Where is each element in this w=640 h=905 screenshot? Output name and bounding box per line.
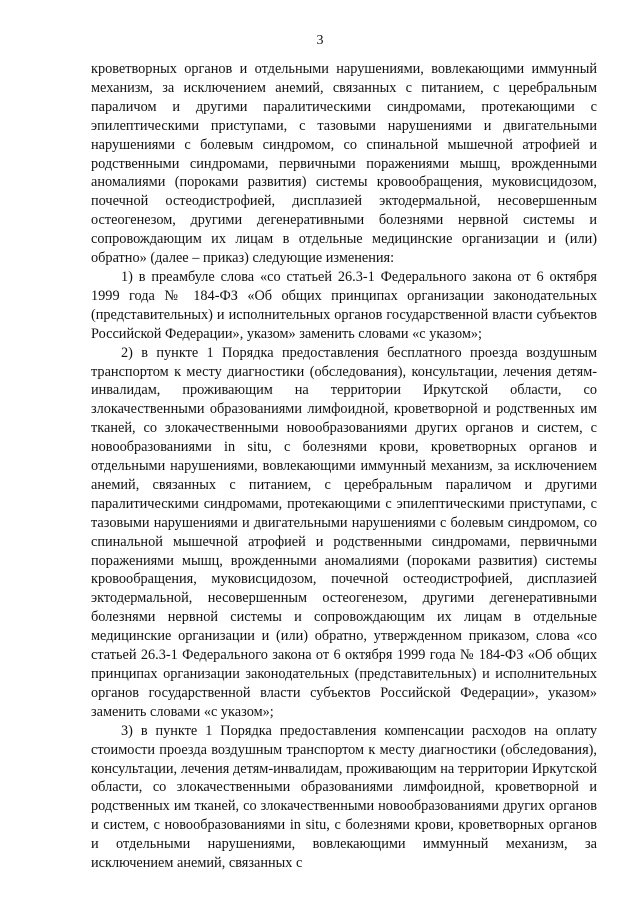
paragraph-continuation: кроветворных органов и отдельными нарушениями, вовлекающими иммунный механизм, за исключением анемий, связанных с питанием, с церебральным параличом и другими паралитическими синдромами, протекающими с эпилептическими приступами, с тазовыми нарушениями и двигательными нарушениями с болевым синдромом, со спинальной мышечной атрофией и родственными синдромами, первичными поражениями мышц, врожденными аномалиями (пороками развития) системы кровообращения, муковисцидозом, почечной остеодистрофией, дисплазией эктодермальной, несовершенным остеогенезом, другими дегенеративными болезнями нервной системы и сопровождающим их лицам в отдельные медицинские организации и (или) обратно» (далее – приказ) следующие изменения: bbox=[91, 61, 597, 267]
paragraph-item-3: 3) в пункте 1 Порядка предоставления компенсации расходов на оплату стоимости проезда воздушным транспортом к месту диагностики (обследования), консультации, лечения детям-инвалидам, проживающим на территории Иркутской области, со злокачественными образованиями лимфоидной, кроветворной и родственных им тканей, со злокачественными новообразованиями других органов и систем, с новообразованиями in situ, с болезнями крови, кроветворных органов и отдельными нарушениями, вовлекающими иммунный механизм, за исключением анемий, связанных с bbox=[91, 722, 597, 872]
document-body bbox=[91, 60, 597, 873]
page-number: 3 bbox=[316, 33, 324, 48]
paragraph-item-2: 2) в пункте 1 Порядка предоставления бесплатного проезда воздушным транспортом к месту диагностики (обследования), консультации, лечения детям-инвалидам, проживающим на территории Иркутской области, со злокачественными образованиями лимфоидной, кроветворной и родственных им тканей, со злокачественными новообразованиями других органов и систем, с новообразованиями in situ, с болезнями крови, кроветворных органов и отдельными нарушениями, вовлекающими иммунный механизм, за исключением анемий, связанных с питанием, с церебральным параличом и другими паралитическими синдромами, протекающими с эпилептическими приступами, с тазовыми нарушениями и двигательными нарушениями с болевым синдромом, со спинальной мышечной атрофией и родственными синдромами, первичными поражениями мышц, врожденными аномалиями (пороками развития) системы кровообращения, муковисцидозом, почечной остеодистрофией, дисплазией эктодермальной, несовершенным остеогенезом, другими дегенеративными болезнями нервной системы и сопровождающим их лицам в отдельные медицинские организации и (или) обратно, утвержденном приказом, слова «со статьей 26.3-1 Федерального закона от 6 октября 1999 года № 184-ФЗ «Об общих принципах организации законодательных (представительных) и исполнительных органов государственной власти субъектов Российской Федерации», указом» заменить словами «с указом»; bbox=[91, 344, 597, 720]
paragraph-item-1: 1) в преамбуле слова «со статьей 26.3-1 Федерального закона от 6 октября 1999 года № 184-ФЗ «Об общих принципах организации законодательных (представительных) и исполнительных органов государственной власти субъектов Российской Федерации», указом» заменить словами «с указом»; bbox=[91, 268, 597, 342]
